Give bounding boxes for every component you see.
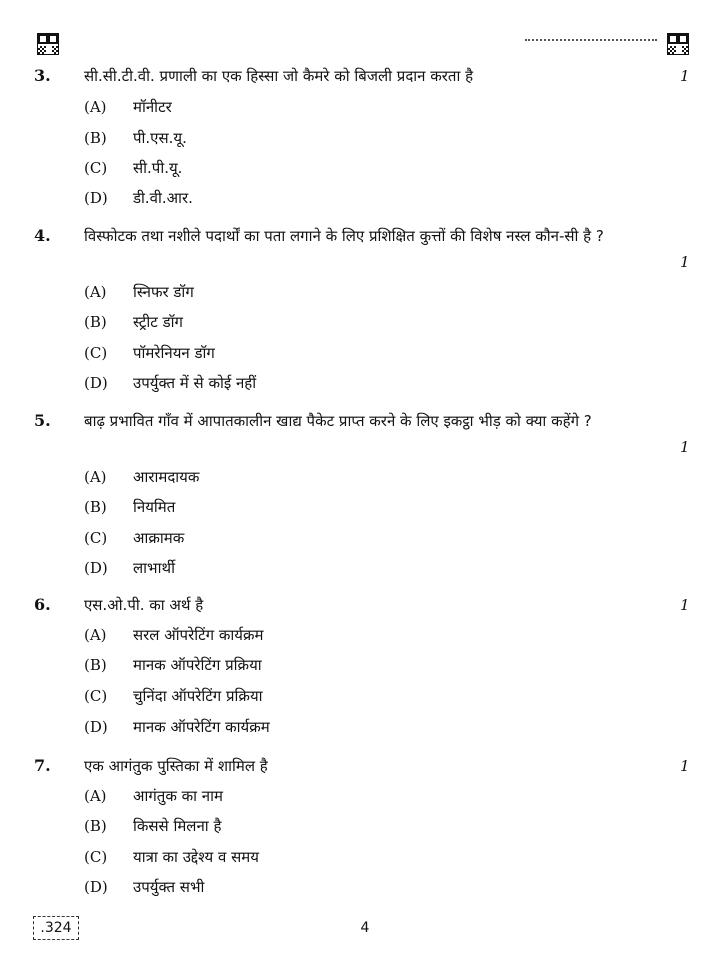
option-text: चुनिंदा ऑपरेटिंग प्रक्रिया [133, 687, 263, 705]
option-label: (D) [84, 878, 108, 896]
option-text: पॉमरेनियन डॉग [133, 344, 215, 362]
option-label: (D) [84, 374, 108, 392]
option-text: स्ट्रीट डॉग [133, 313, 183, 331]
option-text: सरल ऑपरेटिंग कार्यक्रम [133, 626, 264, 644]
dotted-line [525, 39, 657, 41]
option-label: (B) [84, 817, 107, 835]
question-marks: 1 [680, 596, 690, 614]
option-text: उपर्युक्त में से कोई नहीं [133, 374, 257, 392]
option-text: लाभार्थी [133, 559, 175, 577]
qr-code-icon [37, 33, 59, 55]
option-text: नियमित [133, 498, 176, 516]
question-text: बाढ़ प्रभावित गाँव में आपातकालीन खाद्य पैकेट प्राप्त करने के लिए इकट्ठा भीड़ को क्या कहेंगे ? [84, 412, 592, 430]
option-text: यात्रा का उद्देश्य व समय [133, 848, 259, 866]
question-marks: 1 [680, 757, 690, 775]
option-text: मॉनीटर [133, 98, 172, 116]
page-number: 4 [360, 920, 370, 936]
option-label: (A) [84, 468, 107, 486]
option-label: (A) [84, 98, 107, 116]
option-label: (C) [84, 848, 108, 866]
option-label: (B) [84, 656, 107, 674]
question-number: 7. [34, 756, 51, 775]
option-text: पी.एस.यू. [133, 129, 187, 147]
option-label: (B) [84, 313, 107, 331]
question-marks: 1 [680, 438, 690, 456]
paper-code: .324 [33, 916, 79, 940]
question-marks: 1 [680, 67, 690, 85]
option-text: आक्रामक [133, 529, 185, 547]
qr-code-icon [667, 33, 689, 55]
option-label: (B) [84, 498, 107, 516]
question-text: एस.ओ.पी. का अर्थ है [84, 596, 204, 614]
option-label: (A) [84, 626, 107, 644]
option-label: (C) [84, 529, 108, 547]
option-label: (D) [84, 559, 108, 577]
option-label: (D) [84, 189, 108, 207]
option-label: (C) [84, 687, 108, 705]
option-text: आगंतुक का नाम [133, 787, 223, 805]
option-text: उपर्युक्त सभी [133, 878, 205, 896]
option-text: मानक ऑपरेटिंग कार्यक्रम [133, 718, 270, 736]
option-label: (B) [84, 129, 107, 147]
question-number: 3. [34, 66, 51, 85]
option-label: (D) [84, 718, 108, 736]
question-text: एक आगंतुक पुस्तिका में शामिल है [84, 757, 268, 775]
option-text: स्निफर डॉग [133, 283, 194, 301]
option-text: आरामदायक [133, 468, 200, 486]
question-text: सी.सी.टी.वी. प्रणाली का एक हिस्सा जो कैमरे को बिजली प्रदान करता है [84, 67, 474, 85]
option-label: (C) [84, 159, 108, 177]
question-text: विस्फोटक तथा नशीले पदार्थों का पता लगाने के लिए प्रशिक्षित कुत्तों की विशेष नस्ल कौन-सी है ? [84, 227, 604, 245]
question-number: 5. [34, 411, 51, 430]
option-text: मानक ऑपरेटिंग प्रक्रिया [133, 656, 262, 674]
question-marks: 1 [680, 253, 690, 271]
question-number: 4. [34, 226, 51, 245]
option-text: किससे मिलना है [133, 817, 222, 835]
option-text: डी.वी.आर. [133, 189, 193, 207]
question-number: 6. [34, 595, 51, 614]
option-label: (A) [84, 283, 107, 301]
option-text: सी.पी.यू. [133, 159, 183, 177]
option-label: (A) [84, 787, 107, 805]
option-label: (C) [84, 344, 108, 362]
